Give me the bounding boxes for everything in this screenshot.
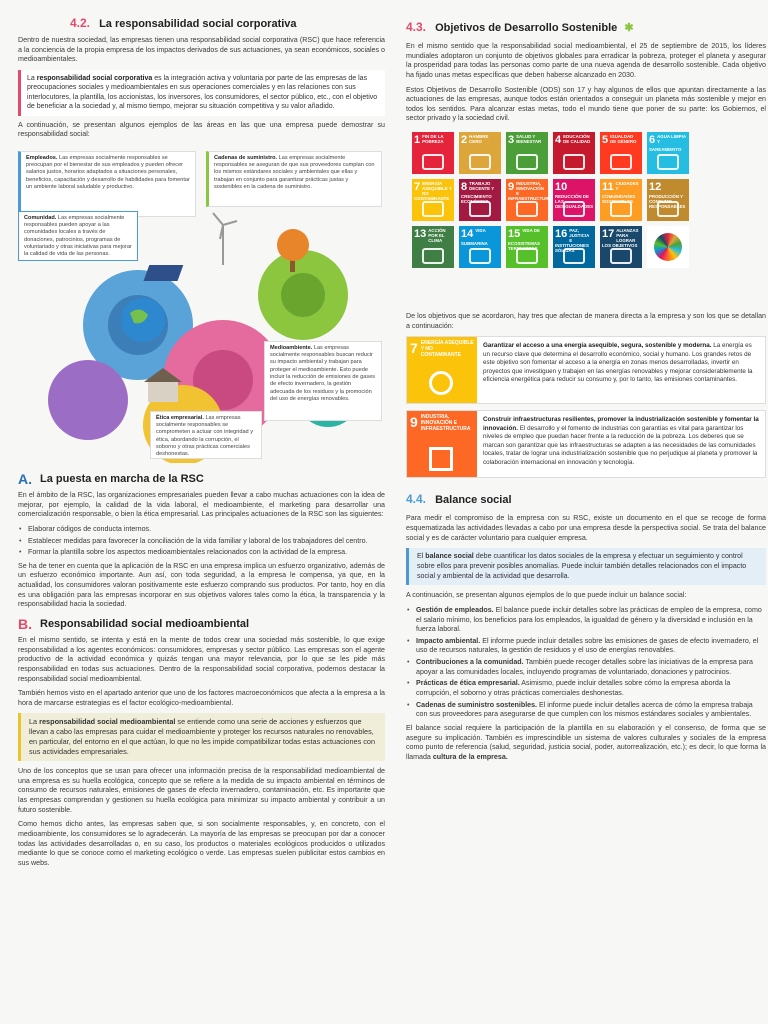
sdg-grid <box>412 132 766 268</box>
sdg-icon <box>422 248 444 264</box>
section-a-heading <box>18 471 385 487</box>
rsm-definition-box: La responsabilidad social medioambiental se entiende como una serie de acciones y esfuerzos que llevan a cabo las empresas para cuidar el medioambiente y proteger los recursos naturales no renovables, en particular, del entorno en el que actúan, lo que no les impide compatibilizar todas estas actuaciones con sus actividades empresariales. <box>18 713 385 761</box>
section-a-paragraph-2: Se ha de tener en cuenta que la aplicación de la RSC en una empresa implica un esfuerzo organizativo, además de un esfuerzo económico importante. Aun así, con toda seguridad, a la empresa le compensa, ya que, en la actualidad, los consumidores valoran positivamente este esfuerzo comprando sus productos. Por tanto, hoy en día es una obligación para las empresas incorporar en sus objetivos valores tales como la ética, la transparencia y la responsabilidad hacia la sociedad. <box>18 561 385 609</box>
rsc-illustration <box>18 145 385 463</box>
balance-paragraph-3: El balance social requiere la participación de la plantilla en su elaboración y el consenso, de forma que se asegure su implicación. También es imprescindible un sistema de valores culturales y sociales de la empresa como punto de referencia (salud, seguridad, justicia social, poder, autorrealización, etc.); es decir, lo que forma la llamada cultura de la empresa. <box>406 723 766 761</box>
cubes-icon <box>429 447 453 471</box>
gear-purple-icon <box>48 360 128 440</box>
sdg-icon <box>657 154 679 170</box>
sdg-7-box <box>406 336 766 404</box>
card-empleados: Empleados. Las empresas socialmente responsables se preocupan por el bienestar de sus empleados y pueden ofrecer salarios justos, horarios adaptados a situaciones personales, beneficios, capacitación y desarrollo de habilidades para fomentar un ambiente laboral saludable y productivo. <box>18 151 196 217</box>
section-number: 4.4. <box>406 492 427 507</box>
sdg-icon <box>516 154 538 170</box>
balance-items-list <box>406 606 766 720</box>
sdg-7-text: Garantizar el acceso a una energía asequible, segura, sostenible y moderna. La energía es un recurso clave que determina el desarrollo económico, social y humano. Los grandes retos de este objetivo son fomentar el acceso a la energía en zonas menos desarrolladas, invertir en proyectos que investiguen y trabajen en las energías renovables y mejorar considerablemente la eficiencia energética para reducir su consumo y, por lo tanto, las emisiones contaminantes. <box>483 342 753 384</box>
sdg-icon <box>516 201 538 217</box>
wind-turbine-icon <box>213 213 237 265</box>
sdg-9-tile: 9 INDUSTRIA, INNOVACIÓN E INFRAESTRUCTURA <box>407 411 477 477</box>
section-letter: A. <box>18 470 32 487</box>
list-item: • Cadenas de suministro sostenibles. El informe puede incluir detalles acerca de cómo la empresa trabaja con sus proveedores para asegurarse de que cumplen con los mismos estándares sociales y ambientales. <box>406 701 766 720</box>
sdg-paragraph-2: Estos Objetivos de Desarrollo Sostenible (ODS) son 17 y hay algunos de ellos que apuntan directamente a las actuaciones de las empresas, aunque todos están orientados a conseguir un planeta más sostenible y mejor en todos los sentidos. Para alcanzar estas metas, todo el mundo tiene que poner de su parte: los Gobiernos, el sector privado y la sociedad civil. <box>406 85 766 123</box>
section-title: Objetivos de Desarrollo Sostenible <box>435 22 618 34</box>
sdg-icon <box>469 154 491 170</box>
sdg-icon <box>516 248 538 264</box>
examples-intro: A continuación, se presentan algunos ejemplos de las áreas en las que una empresa puede demostrar su responsabilidad social: <box>18 120 385 139</box>
list-item: • Contribuciones a la comunidad. También puede recoger detalles sobre las iniciativas de la empresa para apoyar a las comunidades locales, incluyendo programas de voluntariado, donaciones y patrocinios. <box>406 658 766 677</box>
sdg-paragraph-3: De los objetivos que se acordaron, hay tres que afectan de manera directa a la empresa y son los que se detallan a continuación: <box>406 312 766 330</box>
section-letter: B. <box>18 616 32 632</box>
rsc-definition-box: La responsabilidad social corporativa es la integración activa y voluntaria por parte de las empresas de las preocupaciones sociales y medioambientales en sus operaciones comerciales y en las relaciones con sus interlocutores, la plantilla, los accionistas, los inversores, los consumidores, el sector público, etc., con el objetivo de beneficiar a la sociedad y, al mismo tiempo, mejorar su situación competitiva y su valor añadido. <box>18 70 385 116</box>
sdg-7-tile: 7 ENERGÍA ASEQUIBLE Y NO CONTAMINANTE <box>407 337 477 403</box>
sdg-tile-3: 3 SALUD Y BIENESTAR <box>506 132 548 174</box>
list-item: • Prácticas de ética empresarial. Asimismo, puede incluir detalles sobre cómo la empresa aborda la corrupción, el soborno y otras prácticas comerciales deshonestas. <box>406 679 766 698</box>
section-b-paragraph-4: Como hemos dicho antes, las empresas saben que, si son socialmente responsables, y, en concreto, con el medioambiente, los consumidores se lo agradecerán. La mayoría de las empresas se preocupan por dar a conocer todas las actividades desarrolladas o, en su caso, los productos o materiales ecológicos producidos o utilizados mediante lo que se conoce como el marketing ecológico o verde. Las empresas suelen publicitar estos cambios en sus webs. <box>18 820 385 867</box>
sdg-icon <box>657 201 679 217</box>
sdg-icon <box>610 248 632 264</box>
section-number: 4.2. <box>70 16 91 30</box>
list-item: • Impacto ambiental. El informe puede incluir detalles sobre las emisiones de gases de efecto invernadero, el uso de recursos naturales, la gestión de residuos y el uso de energías renovables. <box>406 637 766 656</box>
sdg-icon <box>563 154 585 170</box>
balance-paragraph-1: Para medir el compromiso de la empresa con su RSC, existe un documento en el que se recoge de forma esquematizada las actividades llevadas a cabo por una empresa desde la perspectiva social. Se trata del balance social y es de carácter voluntario para cualquier empresa. <box>406 514 766 542</box>
sdg-icon <box>610 201 632 217</box>
list-item: • Formar la plantilla sobre los aspectos medioambientales relacionados con la actividad de la empresa. <box>18 548 385 558</box>
sdg-icon <box>422 154 444 170</box>
sdg-tile-11: 11 CIUDADES Y COMUNIDADES SOSTENIBLES <box>600 179 642 221</box>
card-comunidad: Comunidad. Las empresas socialmente responsables pueden apoyar a las comunidades locales a través de donaciones, patrocinios, programas de voluntariado y otras iniciativas para mejorar la calidad de vida de las personas. <box>18 211 138 261</box>
section-b-heading <box>18 616 385 632</box>
gear-green-icon <box>258 250 348 340</box>
section-b-paragraph-2: También hemos visto en el apartado anterior que uno de los factores macroeconómicos que afecta a la empresa a la hora de marcarse estrategias es el factor ecológico-medioambiental. <box>18 689 385 707</box>
section-b-paragraph: En el mismo sentido, se intenta y está en la mente de todos crear una sociedad más sostenible, lo que exige responsabilidad a los agentes económicos: consumidores, empresas y sector público. Las empresas son el agente productivo de la actividad económica y quizás tengan una mayor relevancia, por lo que se les pide más responsabilidad en todas sus actuaciones. Dentro de la responsabilidad social corporativa, podemos destacar la responsabilidad social medioambiental. <box>18 636 385 683</box>
section-a-paragraph: En el ámbito de la RSC, las organizaciones empresariales pueden llevar a cabo muchas actuaciones con la idea de mejorar, por ejemplo, la calidad de la vida laboral, el medioambiente, el marketing para desarrollar una comercialización responsable, o bien la ética empresarial. Las principales actuaciones de la RSC son las siguientes: <box>18 490 385 519</box>
sdg-tile-13: 13 ACCIÓN POR EL CLIMA <box>412 226 454 268</box>
globe-icon <box>121 298 165 342</box>
sdg-wheel-icon: ✱ <box>624 22 634 34</box>
card-medioambiente: Medioambiente. Las empresas socialmente responsables buscan reducir su impacto ambiental y trabajan para proteger el medioambiente. Esto puede incluir la reducción de emisiones de gases de efecto invernadero, la gestión adecuada de los residuos y la promoción del uso de energías renovables. <box>264 341 382 421</box>
section-title: La responsabilidad social corporativa <box>99 18 297 30</box>
sdg-icon <box>610 154 632 170</box>
sdg-tile-2: 2 HAMBRE CERO <box>459 132 501 174</box>
list-item: • Elaborar códigos de conducta internos. <box>18 525 385 535</box>
left-column <box>18 36 385 874</box>
sdg-tile-4: 4 EDUCACIÓN DE CALIDAD <box>553 132 595 174</box>
sdg-9-text: Construir infraestructuras resilientes, promover la industrialización sostenible y fomentar la innovación. El desarrollo y el fomento de industrias con garantías es vital para garantizar los niveles de empleo que puedan hacer frente a la reducción de la pobreza. Los deberes que se marcan son garantizar que las infraestructuras se adapten a las necesidades de las comunidades locales, tratar de lograr una industrialización sostenible que no perjudique al planeta y promover la colaboración internacional en innovación y tecnología. <box>483 416 759 466</box>
sdg-tile-8: 8 TRABAJO DECENTE Y CRECIMIENTO ECONÓMICO <box>459 179 501 221</box>
sdg-logo-wheel-icon <box>647 226 689 268</box>
right-column <box>406 20 766 768</box>
section-4-2-heading <box>70 16 297 30</box>
sdg-tile-5: 5 IGUALDAD DE GÉNERO <box>600 132 642 174</box>
sdg-tile-15: 15 VIDA DE ECOSISTEMAS TERRESTRES <box>506 226 548 268</box>
solar-panel-icon <box>144 265 184 281</box>
sdg-tile-16: 16 PAZ, JUSTICIA E INSTITUCIONES SÓLIDAS <box>553 226 595 268</box>
sdg-9-box <box>406 410 766 478</box>
sdg-tile-7: 7 ENERGÍA ASEQUIBLE Y NO CONTAMINANTE <box>412 179 454 221</box>
sdg-tile-10: 10 REDUCCIÓN DE LAS DESIGUALDADES <box>553 179 595 221</box>
sdg-tile-9: 9 INDUSTRIA, INNOVACIÓN E INFRAESTRUCTURA <box>506 179 548 221</box>
balance-definition-box: El balance social debe cuantificar los datos sociales de la empresa y efectuar un seguimiento y control sobre ellos para prevenir posibles anomalías. Puede incluir también detalles relacionados con el impacto social y ambiental de la actividad que desarrolla. <box>406 548 766 585</box>
sdg-paragraph-1: En el mismo sentido que la responsabilidad social medioambiental, el 25 de septiembre de 2015, los líderes mundiales adoptaron un conjunto de objetivos globales para erradicar la pobreza, proteger el planeta y asegurar la prosperidad para todas las personas como parte de una nueva agenda de desarrollo sostenible. Cada objetivo ha fijado unas metas específicas que deben haberse alcanzado en 2030. <box>406 42 766 79</box>
section-title: Responsabilidad social medioambiental <box>40 618 250 630</box>
sdg-tile-14: 14 VIDA SUBMARINA <box>459 226 501 268</box>
list-item: • Gestión de empleados. El balance puede incluir detalles sobre las prácticas de empleo de la empresa, como el salario mínimo, los beneficios para los empleados, la igualdad de género y la diversidad e inclusión en la fuerza laboral. <box>406 606 766 635</box>
balance-paragraph-2: A continuación, se presentan algunos ejemplos de lo que puede incluir un balance social: <box>406 591 687 600</box>
section-title: La puesta en marcha de la RSC <box>40 472 204 485</box>
rsc-actions-list <box>18 525 385 558</box>
card-cadenas-suministro: Cadenas de suministro. Las empresas socialmente responsables se aseguran de que sus proveedores cumplan con los mismos estándares sociales y ambientales que ellas y trabajan en conjunto para garantizar prácticas justas y sostenibles en la cadena de suministro. <box>206 151 382 207</box>
sdg-tile-1: 1 FIN DE LA POBREZA <box>412 132 454 174</box>
section-4-3-heading <box>406 20 766 34</box>
section-4-4-heading <box>406 492 766 506</box>
sdg-icon <box>563 201 585 217</box>
sdg-icon <box>563 248 585 264</box>
sdg-tile-17: 17 ALIANZAS PARA LOGRAR LOS OBJETIVOS <box>600 226 642 268</box>
sdg-tile-12: 12 PRODUCCIÓN Y CONSUMO RESPONSABLES <box>647 179 689 221</box>
sdg-icon <box>422 201 444 217</box>
card-etica-empresarial: Ética empresarial. Las empresas socialmente responsables se comprometen a actuar con integridad y ética, abordando la corrupción, el soborno y otras prácticas comerciales deshonestas. <box>150 411 262 459</box>
sdg-tile-6: 6 AGUA LIMPIA Y SANEAMIENTO <box>647 132 689 174</box>
section-b-paragraph-3: Uno de los conceptos que se usan para ofrecer una información precisa de la responsabilidad medioambiental de una empresa es su huella ecológica, concepto que se refiere a la medida de su impacto ambiental en términos de consumo de recursos naturales, emisiones de gases de efecto invernadero, contaminación, etc. Es importante que las empresas comprendan y gestionen su huella ecológica para minimizar su impacto ambiental y contribuir a un futuro sostenible. <box>18 767 385 814</box>
sdg-icon <box>469 201 491 217</box>
list-item: • Establecer medidas para favorecer la conciliación de la vida familiar y laboral de los trabajadores del centro. <box>18 537 385 547</box>
sdg-icon <box>469 248 491 264</box>
section-title: Balance social <box>435 494 512 507</box>
sun-icon <box>429 371 453 395</box>
intro-paragraph: Dentro de nuestra sociedad, las empresas tienen una responsabilidad social corporativa (RSC) que hace referencia a la conciencia de la propia empresa de los impactos derivados de sus actuaciones, ya sean económicos, sociales o medioambientales. <box>18 36 385 64</box>
section-number: 4.3. <box>406 20 427 34</box>
